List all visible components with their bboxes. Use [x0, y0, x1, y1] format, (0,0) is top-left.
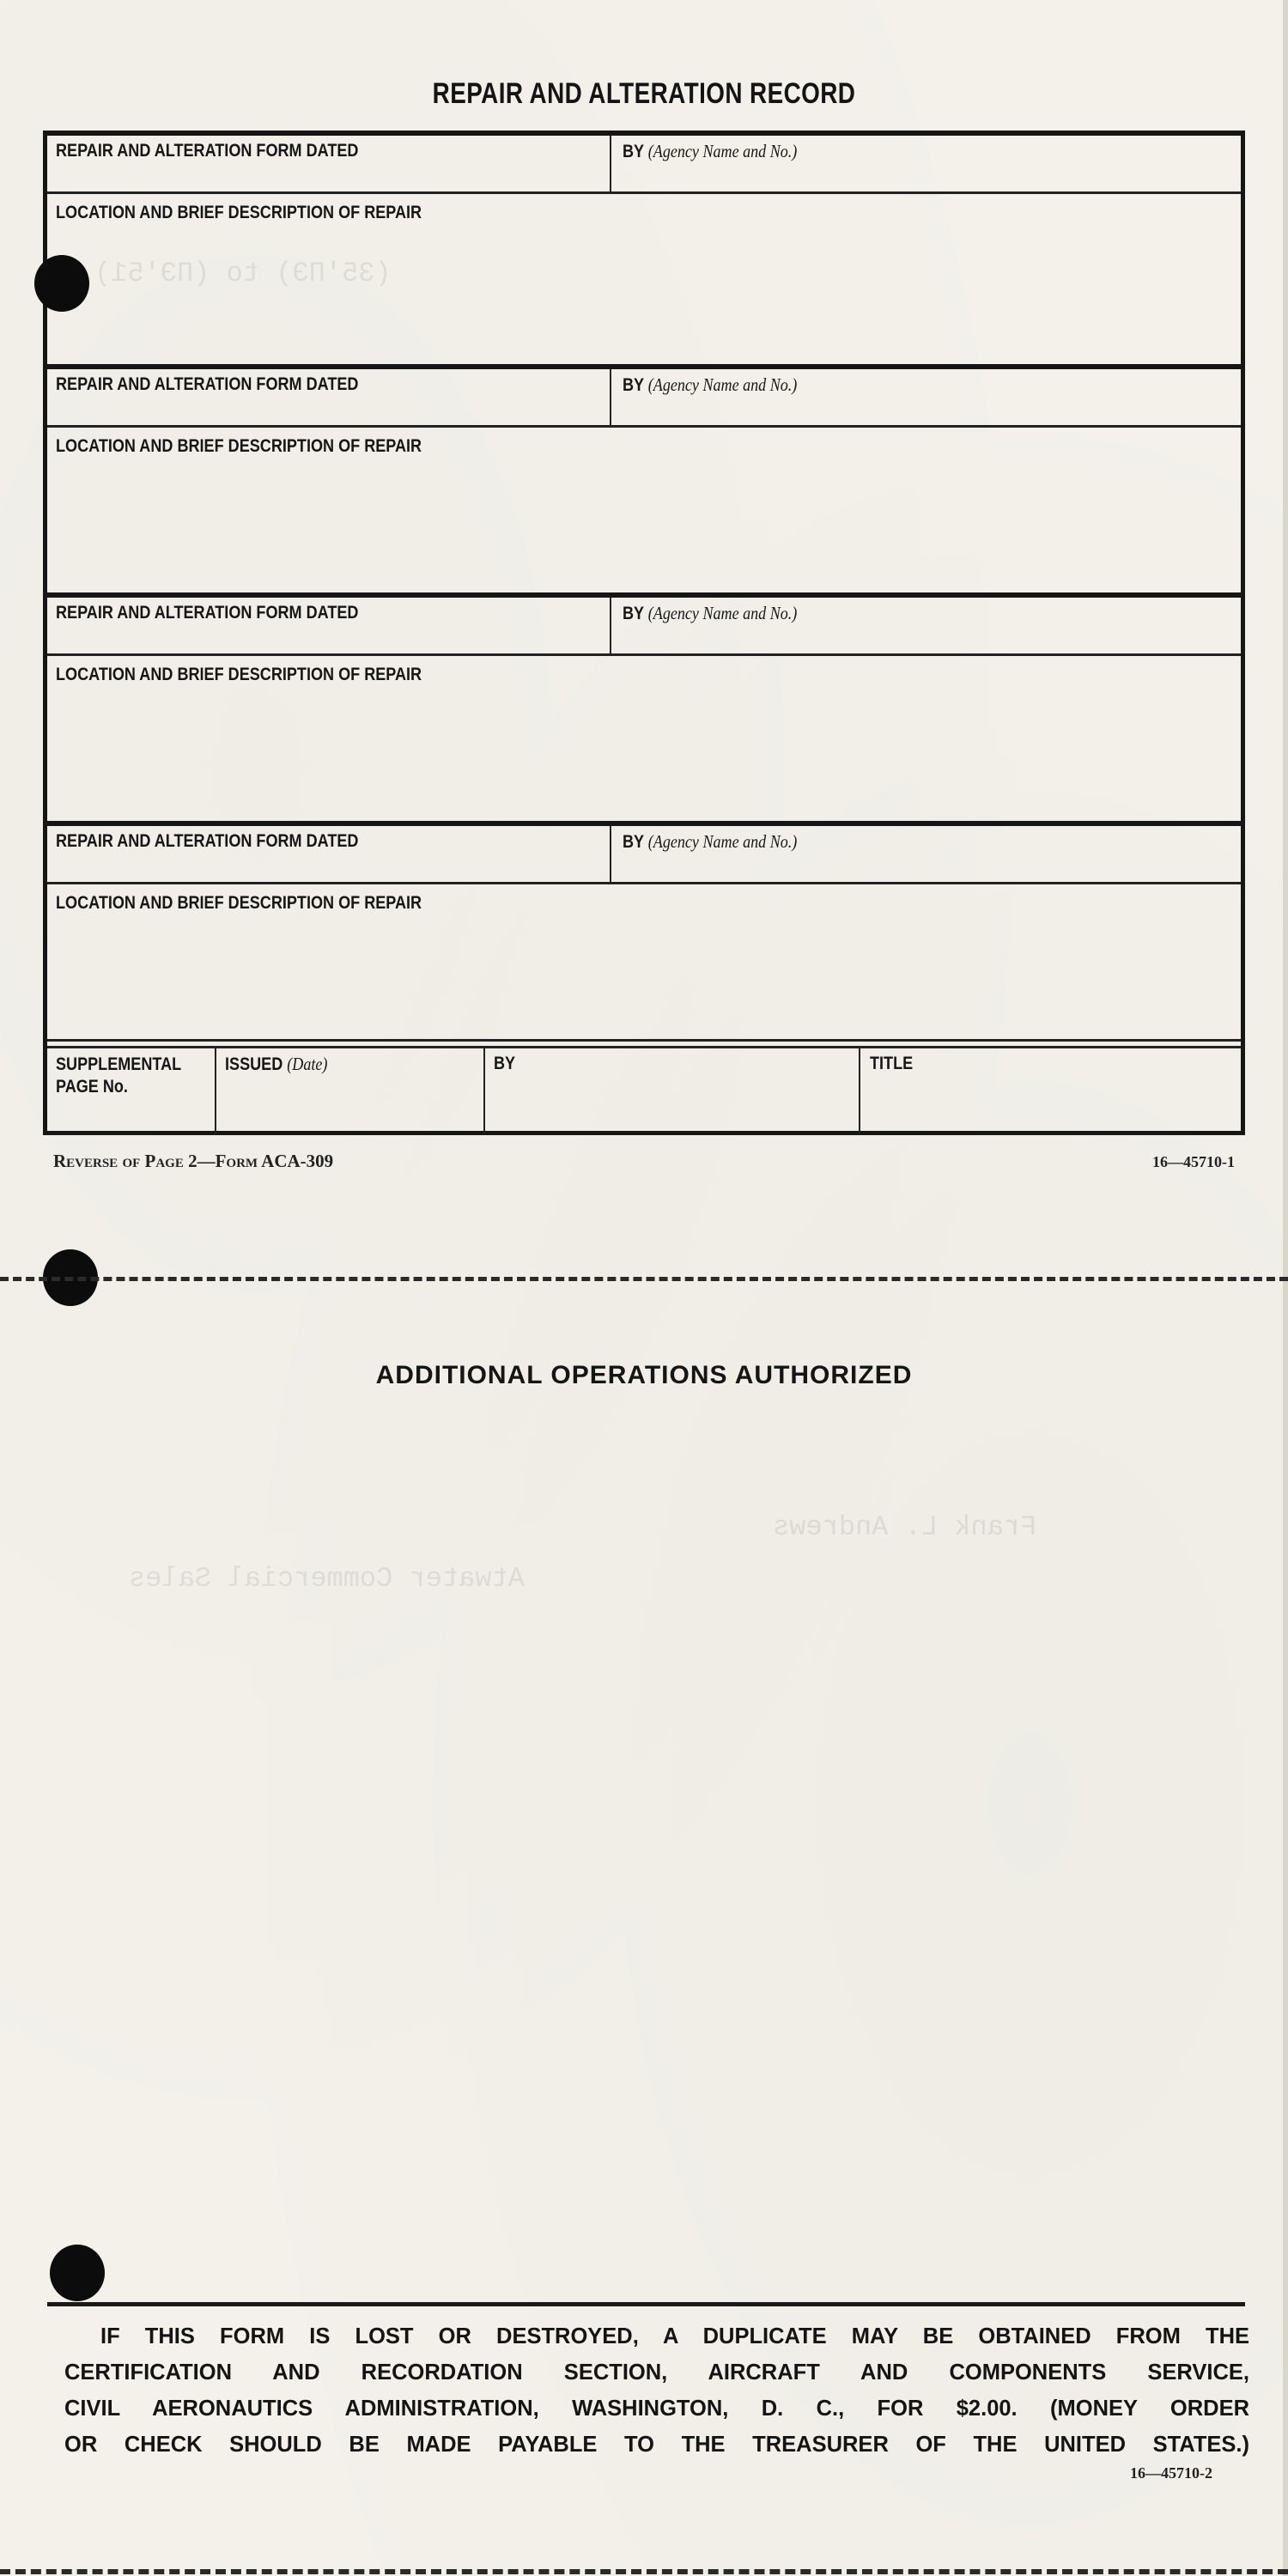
issued-label: ISSUED (Date) [225, 1054, 328, 1074]
repair-header-row [47, 136, 1241, 194]
notice-line: IF THIS FORM IS LOST OR DESTROYED, A DUPLICATE MAY BE OBTAINED FROM THE [100, 2324, 1249, 2348]
punch-hole [50, 2245, 105, 2301]
repair-header-row [47, 598, 1241, 656]
form-dated-label: REPAIR AND ALTERATION FORM DATED [56, 831, 359, 851]
form-dated-label: REPAIR AND ALTERATION FORM DATED [56, 603, 359, 623]
form-dated-label: REPAIR AND ALTERATION FORM DATED [56, 374, 359, 394]
bleed-through-text: (35'ПЭ) to (ПЭ'51) [94, 258, 392, 289]
notice-line: CIVIL AERONAUTICS ADMINISTRATION, WASHINGTON, D. C., FOR $2.00. (MONEY ORDER [64, 2397, 1249, 2421]
by-label: BY (Agency Name and No.) [623, 603, 798, 623]
lost-form-notice [64, 2318, 1249, 2463]
repair-section-3 [47, 592, 1241, 821]
by-label: BY (Agency Name and No.) [623, 141, 798, 161]
notice-line: CERTIFICATION AND RECORDATION SECTION, AIRCRAFT AND COMPONENTS SERVICE, [64, 2360, 1249, 2385]
description-label: LOCATION AND BRIEF DESCRIPTION OF REPAIR [56, 665, 422, 684]
description-label: LOCATION AND BRIEF DESCRIPTION OF REPAIR [56, 203, 422, 222]
repair-section-1 [47, 136, 1241, 364]
by-label: BY (Agency Name and No.) [623, 374, 798, 395]
bleed-through-text: Atwater Commercial Sales [129, 1563, 525, 1595]
repair-record-table [43, 131, 1245, 1135]
repair-section-4 [47, 821, 1241, 1039]
by-label: BY (Agency Name and No.) [623, 831, 798, 852]
perforation-line-bottom [0, 2569, 1288, 2574]
column-divider [859, 1048, 860, 1134]
page-title: REPAIR AND ALTERATION RECORD [432, 77, 856, 110]
column-divider [610, 369, 611, 426]
supplemental-by-label: BY [494, 1054, 516, 1073]
column-divider [610, 826, 611, 883]
supplemental-row [47, 1046, 1241, 1132]
supplemental-title-label: TITLE [870, 1054, 914, 1073]
punch-hole [34, 255, 89, 312]
form-number: 16—45710-1 [1152, 1153, 1235, 1170]
column-divider [483, 1048, 485, 1134]
form-dated-label: REPAIR AND ALTERATION FORM DATED [56, 141, 359, 161]
column-divider [610, 136, 611, 192]
bleed-through-text: Frank L. Andrews [773, 1511, 1037, 1543]
repair-header-row [47, 826, 1241, 884]
description-label: LOCATION AND BRIEF DESCRIPTION OF REPAIR [56, 436, 422, 456]
description-label: LOCATION AND BRIEF DESCRIPTION OF REPAIR [56, 893, 422, 913]
column-divider [215, 1048, 216, 1134]
repair-header-row [47, 369, 1241, 428]
double-rule [47, 1039, 1241, 1042]
notice-rule [47, 2302, 1245, 2306]
repair-section-2 [47, 364, 1241, 592]
notice-line: OR CHECK SHOULD BE MADE PAYABLE TO THE TREASURER OF THE UNITED STATES.) [64, 2433, 1249, 2457]
supplemental-page-label: SUPPLEMENTAL PAGE No. [56, 1054, 182, 1097]
column-divider [610, 598, 611, 654]
additional-operations-title: ADDITIONAL OPERATIONS AUTHORIZED [375, 1361, 913, 1389]
page-edge [1283, 0, 1288, 2576]
form-reference: Reverse of Page 2—Form ACA-309 [53, 1151, 334, 1171]
form-number-2: 16—45710-2 [1130, 2464, 1212, 2482]
perforation-line [0, 1277, 1288, 1281]
